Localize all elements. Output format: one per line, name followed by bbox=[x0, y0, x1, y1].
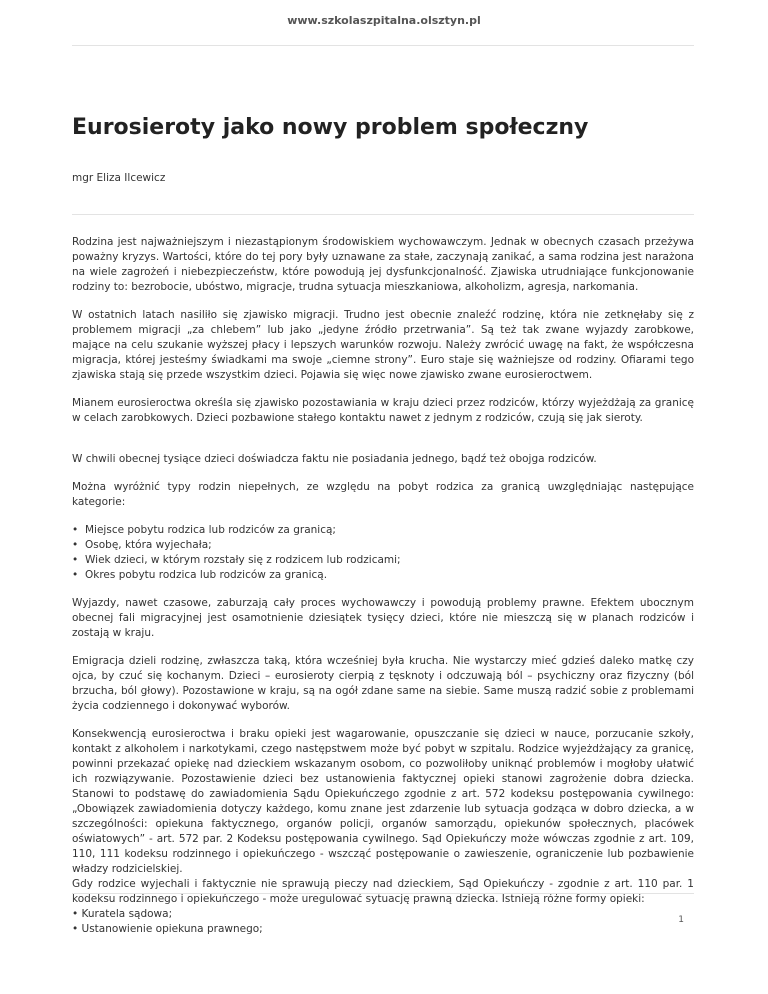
paragraph: Gdy rodzice wyjechali i faktycznie nie sprawują pieczy nad dzieckiem, Sąd Opiekuńczy - zgodnie z art. 110 par. 1 kodeksu rodzinnego i opiekuńczego - może uregulować sytuację prawną dziecka. Istnieją różne formy opieki: bbox=[72, 878, 694, 905]
footer-divider bbox=[72, 893, 694, 894]
site-header-url: www.szkolaszpitalna.olsztyn.pl bbox=[287, 14, 481, 27]
list-item: • Miejsce pobytu rodzica lub rodziców za granicą; bbox=[84, 523, 694, 538]
paragraph: Można wyróżnić typy rodzin niepełnych, ze względu na pobyt rodzica za granicą uwzględniając następujące kategorie: bbox=[72, 481, 694, 508]
title-divider bbox=[72, 214, 694, 215]
paragraph: Emigracja dzieli rodzinę, zwłaszcza taką, która wcześniej była krucha. Nie wystarczy mieć gdzieś daleko matkę czy ojca, by czuć się kochanym. Dzieci – eurosieroty cierpią z tęsknoty i odczuwają ból – psychiczny oraz fizyczny (ból brzucha, ból głowy). Pozostawione w kraju, są na ogół zdane same na siebie. Same muszą radzić sobie z problemami życia codziennego i dokonywać wyborów. bbox=[72, 655, 694, 712]
header-divider bbox=[72, 45, 694, 46]
list-item: • Ustanowienie opiekuna prawnego; bbox=[72, 923, 263, 935]
article-body bbox=[72, 235, 694, 937]
categories-list bbox=[72, 523, 694, 583]
paragraph: Rodzina jest najważniejszym i niezastąpionym środowiskiem wychowawczym. Jednak w obecnych czasach przeżywa poważny kryzys. Wartości, które do tej pory były uznawane za stałe, zaczynają zanikać, a sama rodzina jest narażona na wiele zagrożeń i niebezpieczeństw, które powodują jej dysfunkcjonalność. Zjawiska utrudniające funkcjonowanie rodziny to: bezrobocie, ubóstwo, migracje, trudna sytuacja mieszkaniowa, alkoholizm, agresja, narkomania. bbox=[72, 236, 694, 293]
paragraph: W chwili obecnej tysiące dzieci doświadcza faktu nie posiadania jednego, bądź też obojga rodziców. bbox=[72, 453, 597, 465]
list-item: • Wiek dzieci, w którym rozstały się z rodzicem lub rodzicami; bbox=[84, 553, 694, 568]
paragraph: Konsekwencją eurosieroctwa i braku opieki jest wagarowanie, opuszczanie się dzieci w nauce, porzucanie szkoły, kontakt z alkoholem i narkotykami, czego następstwem może być pobyt w szpitalu. Rodzice wyjeżdżający za granicę, powinni przekazać opiekę nad dzieckiem wskazanym osobom, co pozwoliłoby uniknąć problemów i mogłoby ułatwić ich rozwiązywanie. Pozostawienie dzieci bez ustanowienia faktycznej opieki stanowi zagrożenie dobra dziecka. Stanowi to podstawę do zawiadomienia Sądu Opiekuńczego zgodnie z art. 572 kodeksu postępowania cywilnego: „Obowiązek zawiadomienia dotyczy każdego, komu znane jest zdarzenie lub sytuacja godząca w dobro dziecka, a w szczególności: opiekuna faktycznego, organów policji, organów samorządu, opiekunów społecznych, placówek oświatowych” - art. 572 par. 2 Kodeksu postępowania cywilnego. Sąd Opiekuńczy może wówczas zgodnie z art. 109, 110, 111 kodeksu rodzinnego i opiekuńczego - wszcząć postępowanie o zawieszenie, ograniczenie lub pozbawienie władzy rodzicielskiej. bbox=[72, 728, 694, 875]
paragraph: W ostatnich latach nasiliło się zjawisko migracji. Trudno jest obecnie znaleźć rodzinę, która nie zetknęłaby się z problemem migracji „za chlebem” lub jako „jedyne źródło przetrwania”. Są też tak zwane wyjazdy zarobkowe, mające na celu szukanie wyższej płacy i lepszych warunków rozwoju. Należy zwrócić uwagę na fakt, że współczesna migracja, której jesteśmy świadkami ma swoje „ciemne strony”. Euro staje się ważniejsze od rodziny. Ofiarami tego zjawiska stają się przede wszystkim dzieci. Pojawia się więc nowe zjawisko zwane eurosieroctwem. bbox=[72, 309, 694, 381]
article-author: mgr Eliza Ilcewicz bbox=[72, 172, 166, 184]
list-item: • Kuratela sądowa; bbox=[72, 908, 173, 920]
list-item: • Okres pobytu rodzica lub rodziców za granicą. bbox=[84, 568, 694, 583]
page-number: 1 bbox=[678, 915, 684, 925]
paragraph: Wyjazdy, nawet czasowe, zaburzają cały proces wychowawczy i powodują problemy prawne. Efektem ubocznym obecnej fali migracyjnej jest osamotnienie dziesiątek tysięcy dzieci, które nie mieszczą się w planach rodziców i zostają w kraju. bbox=[72, 597, 694, 639]
paragraph: Mianem eurosieroctwa określa się zjawisko pozostawiania w kraju dzieci przez rodziców, którzy wyjeżdżają za granicę w celach zarobkowych. Dzieci pozbawione stałego kontaktu nawet z jednym z rodziców, czują się jak sieroty. bbox=[72, 397, 694, 424]
list-item: • Osobę, która wyjechała; bbox=[84, 538, 694, 553]
article-title: Eurosieroty jako nowy problem społeczny bbox=[72, 115, 589, 140]
